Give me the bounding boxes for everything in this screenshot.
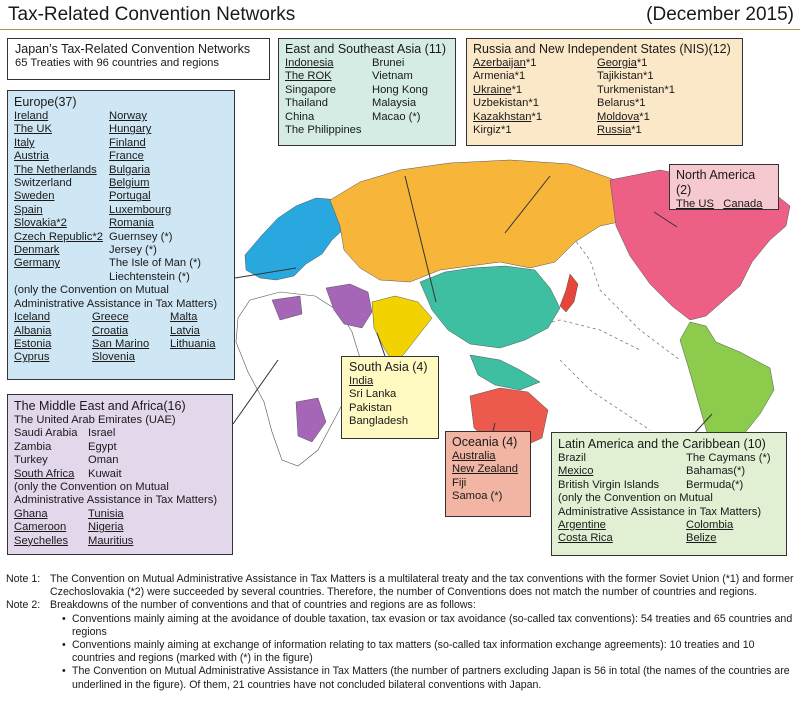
- country-name: [14, 123, 109, 136]
- middle-east-col1: [14, 427, 88, 481]
- country-label: Malaysia: [372, 97, 417, 110]
- country-label: Kazakhstan: [473, 110, 532, 123]
- country-name: [686, 479, 771, 492]
- country-label: Liechtenstein (*): [109, 270, 190, 283]
- country-name: [14, 217, 109, 230]
- country-name: [14, 137, 109, 150]
- country-label: The UK: [14, 123, 52, 136]
- country-name: [473, 57, 597, 70]
- country-uae: The United Arab Emirates (UAE): [14, 414, 176, 426]
- country-name: [686, 465, 771, 478]
- footnote-marker: *1: [528, 97, 539, 110]
- mutual-partner: Colombia: [686, 519, 734, 532]
- country-us: The US: [676, 198, 714, 210]
- country-name: [14, 257, 109, 270]
- country-label: Denmark: [14, 244, 60, 257]
- country-name: [14, 427, 88, 440]
- oceania-list: [452, 450, 524, 504]
- region-east-asia: [420, 266, 560, 348]
- country-label: Bahamas(*): [686, 465, 746, 478]
- country-label: Brunei: [372, 57, 405, 69]
- mutual-partner: Malta: [170, 311, 198, 324]
- note-2-bullet: • Conventions mainly aiming at the avoidance of double taxation, tax evasion or tax avoidance (so-called tax conventions): 54 treaties and 65 countries and regions: [62, 613, 796, 639]
- country-label: Austria: [14, 150, 49, 163]
- country-label: The Isle of Man (*): [109, 257, 202, 270]
- country-name: [372, 97, 428, 110]
- north-america-box: [669, 164, 779, 210]
- country-name: [686, 452, 771, 465]
- country-label: Turkmenistan: [597, 83, 665, 96]
- south-asia-list: [349, 375, 431, 429]
- latin-america-columns: [558, 452, 780, 492]
- oceania-title: Oceania (4): [452, 435, 518, 449]
- footnote-marker: *1: [514, 70, 526, 83]
- note-2-text: Breakdowns of the number of conventions and that of countries and regions are as follows:: [50, 599, 476, 612]
- country-name: [473, 111, 597, 124]
- mutual-row: [14, 351, 228, 364]
- mutual-partner: Latvia: [170, 324, 200, 337]
- country-name: [109, 204, 201, 217]
- mutual-partner: Argentine: [558, 519, 606, 532]
- mutual-row: [558, 532, 780, 545]
- country-name: [88, 468, 122, 481]
- country-name: [109, 110, 201, 123]
- country-label: Kuwait: [88, 467, 122, 480]
- middle-east-columns: [14, 427, 226, 481]
- country-name: [109, 164, 201, 177]
- middle-east-africa-box: [7, 394, 233, 555]
- country-label: Italy: [14, 136, 35, 149]
- country-label: British Virgin Islands: [558, 478, 660, 491]
- mutual-partner: Cyprus: [14, 351, 50, 364]
- country-name: [109, 177, 201, 190]
- country-label: Portugal: [109, 190, 151, 203]
- region-south-asia: [372, 296, 432, 364]
- country-name: [109, 231, 201, 244]
- note-2-bullet: • The Convention on Mutual Administrative Assistance in Tax Matters (the number of partners excluding Japan is 56 in total (the names of the countries are underlined in the figure). Of them, 21 countries have not concluded bilateral conventions with Japan.: [62, 665, 796, 691]
- country-label: Norway: [109, 110, 147, 122]
- country-name: [14, 150, 109, 163]
- footnote-marker: *1: [664, 83, 675, 96]
- footnote-marker: *1: [500, 124, 512, 137]
- europe-col2: [109, 110, 201, 284]
- page-title: Tax-Related Convention Networks: [8, 4, 296, 25]
- country-label: Jersey (*): [109, 244, 157, 257]
- footnote-marker: *1: [511, 83, 523, 96]
- country-name: [452, 463, 524, 476]
- country-label: Brazil: [558, 452, 586, 464]
- country-label: Ukraine: [473, 83, 512, 96]
- country-name: [14, 190, 109, 203]
- country-label: Belgium: [109, 177, 150, 190]
- mutual-partner: Iceland: [14, 311, 51, 324]
- country-name: [88, 441, 122, 454]
- footnote-marker: *1: [639, 110, 650, 123]
- country-name: [109, 271, 201, 284]
- country-name: [597, 124, 675, 137]
- country-name: [109, 217, 201, 230]
- country-name: [88, 427, 122, 440]
- oceania-box: [445, 431, 531, 517]
- europe-col1: [14, 110, 109, 284]
- russia-columns: [473, 57, 736, 137]
- country-name: [597, 70, 675, 83]
- country-name: [372, 70, 428, 83]
- country-label: Vietnam: [372, 70, 413, 83]
- date-label: (December 2015): [646, 4, 794, 25]
- country-label: Zambia: [14, 440, 52, 453]
- latin-america-box: [551, 432, 787, 556]
- mutual-row: [14, 325, 228, 338]
- mutual-partner: Lithuania: [170, 337, 216, 350]
- country-name: [14, 164, 109, 177]
- country-label: Australia: [452, 450, 496, 462]
- country-name: [452, 450, 524, 463]
- country-name: [349, 415, 431, 428]
- country-label: Guernsey (*): [109, 230, 173, 243]
- mutual-row: [14, 311, 228, 324]
- country-name: [14, 231, 109, 244]
- country-label: The ROK: [285, 70, 332, 83]
- country-label: Sri Lanka: [349, 388, 397, 401]
- country-label: New Zealand: [452, 463, 518, 476]
- country-label: Slovakia*2: [14, 217, 67, 230]
- russia-col1: [473, 57, 597, 137]
- east-asia-columns: [285, 57, 449, 137]
- country-name: [285, 57, 372, 70]
- country-name: [473, 97, 597, 110]
- mutual-row: [14, 508, 226, 521]
- country-label: Switzerland: [14, 177, 72, 190]
- note-2-bullet: • Conventions mainly aiming at exchange of information relating to tax matters (so-called tax information exchange agreements): 10 treaties and 10 countries and regions (marked with (*) in the figure): [62, 639, 796, 665]
- footnote-marker: *1: [525, 57, 537, 69]
- country-label: Bulgaria: [109, 163, 151, 176]
- country-label: Pakistan: [349, 401, 392, 414]
- country-label: Hungary: [109, 123, 152, 136]
- mutual-partner: Nigeria: [88, 521, 124, 534]
- mutual-partner: Ghana: [14, 507, 48, 520]
- country-label: Bangladesh: [349, 415, 409, 428]
- footnote-marker: *1: [636, 57, 648, 69]
- country-name: [558, 452, 686, 465]
- europe-columns: [14, 110, 228, 284]
- note-1-label: Note 1:: [6, 573, 41, 585]
- country-name: [285, 97, 372, 110]
- mutual-partner: Tunisia: [88, 507, 124, 520]
- country-name: [473, 84, 597, 97]
- country-label: Kirgiz: [473, 124, 501, 137]
- mutual-partner: Costa Rica: [558, 532, 613, 545]
- country-label: Georgia: [597, 57, 637, 69]
- header: [0, 0, 800, 30]
- country-name: [372, 111, 428, 124]
- country-label: China: [285, 110, 315, 123]
- country-label: Belarus: [597, 97, 635, 110]
- country-label: Saudi Arabia: [14, 427, 78, 440]
- country-label: Czech Republic*2: [14, 230, 103, 243]
- country-name: [285, 84, 372, 97]
- region-japan: [560, 274, 578, 312]
- country-label: Germany: [14, 257, 61, 270]
- latin-america-col1: [558, 452, 686, 492]
- country-name: [473, 124, 597, 137]
- country-name: [349, 375, 431, 388]
- country-label: Hong Kong: [372, 83, 428, 96]
- mutual-row: [14, 338, 228, 351]
- footnote-marker: *1: [531, 110, 543, 123]
- country-label: Azerbaijan: [473, 57, 526, 69]
- middle-east-mutual-grid: [14, 508, 226, 548]
- mutual-partner: Albania: [14, 324, 52, 337]
- country-name: [473, 70, 597, 83]
- country-label: Luxembourg: [109, 203, 172, 216]
- country-name: [88, 454, 122, 467]
- south-asia-box: [341, 356, 439, 439]
- mutual-partner: Mauritius: [88, 534, 134, 547]
- latin-america-mutual-note: (only the Convention on Mutual Administrative Assistance in Tax Matters): [558, 492, 762, 518]
- country-name: [109, 257, 201, 270]
- country-name: [597, 97, 675, 110]
- mutual-row: [14, 521, 226, 534]
- country-label: Singapore: [285, 83, 337, 96]
- europe-mutual-grid: [14, 311, 228, 365]
- country-name: [285, 111, 372, 124]
- country-name: [109, 123, 201, 136]
- country-name: [597, 111, 675, 124]
- note-1: [6, 573, 796, 599]
- country-name: [558, 479, 686, 492]
- country-label: Russia: [597, 124, 632, 137]
- footnote-marker: *1: [643, 70, 654, 83]
- country-name: [597, 84, 675, 97]
- country-label: Sweden: [14, 190, 55, 203]
- country-label: Finland: [109, 136, 146, 149]
- country-name: [558, 465, 686, 478]
- country-label: France: [109, 150, 144, 163]
- mutual-partner: Seychelles: [14, 534, 69, 547]
- country-label: Uzbekistan: [473, 97, 529, 110]
- russia-title: Russia and New Independent States (NIS)(12): [473, 42, 731, 56]
- region-southeast-asia: [470, 355, 540, 390]
- latin-america-title: Latin America and the Caribbean (10): [558, 437, 766, 451]
- japan-summary-box: [7, 38, 270, 80]
- country-label: Ireland: [14, 110, 49, 122]
- europe-title: Europe(37): [14, 95, 77, 109]
- country-label: The Philippines: [285, 124, 362, 137]
- mutual-partner: Belize: [686, 532, 717, 545]
- country-name: [109, 150, 201, 163]
- country-label: South Africa: [14, 467, 75, 480]
- north-america-title: North America (2): [676, 168, 756, 197]
- country-label: Oman: [88, 454, 119, 467]
- country-label: Armenia: [473, 70, 515, 83]
- country-label: Bermuda(*): [686, 478, 744, 491]
- mutual-partner: Slovenia: [92, 351, 135, 364]
- middle-east-col2: [88, 427, 122, 481]
- country-name: [14, 204, 109, 217]
- middle-east-mutual-note: (only the Convention on Mutual Administrative Assistance in Tax Matters): [14, 481, 218, 507]
- country-name: [14, 468, 88, 481]
- footnote-marker: *1: [631, 124, 642, 137]
- country-name: [14, 441, 88, 454]
- footnote-marker: *1: [634, 97, 646, 110]
- japan-title: Japan’s Tax-Related Convention Networks: [15, 42, 251, 56]
- japan-subtitle: 65 Treaties with 96 countries and regions: [15, 57, 219, 69]
- latin-america-col2: [686, 452, 771, 492]
- latin-america-mutual-grid: [558, 519, 780, 546]
- country-label: Samoa (*): [452, 490, 503, 503]
- south-asia-title: South Asia (4): [349, 360, 428, 374]
- country-name: [14, 454, 88, 467]
- country-name: [372, 57, 428, 70]
- mutual-partner: Estonia: [14, 337, 52, 350]
- country-label: Tajikistan: [597, 70, 644, 83]
- country-label: India: [349, 375, 374, 387]
- country-name: [349, 388, 431, 401]
- country-name: [372, 84, 428, 97]
- note-1-text: The Convention on Mutual Administrative Assistance in Tax Matters is a multilateral treaty and the tax conventions with the former Soviet Union (*1) and former Czechoslovakia (*2) were succeeded by several countries. Therefore, the number of Conventions does not match the number of countries and regions.: [50, 573, 794, 599]
- region-russia-nis: [330, 160, 640, 282]
- country-label: Turkey: [14, 454, 48, 467]
- country-label: The Caymans (*): [686, 452, 771, 464]
- country-label: Macao (*): [372, 110, 421, 123]
- mutual-partner: San Marino: [92, 337, 150, 350]
- country-label: The Netherlands: [14, 163, 97, 176]
- east-asia-col1: [285, 57, 372, 137]
- europe-mutual-note: (only the Convention on Mutual Administrative Assistance in Tax Matters): [14, 284, 218, 310]
- country-label: Thailand: [285, 97, 328, 110]
- country-name: [452, 477, 524, 490]
- country-name: [109, 137, 201, 150]
- country-name: [452, 490, 524, 503]
- note-2: [6, 599, 796, 612]
- country-label: Spain: [14, 203, 43, 216]
- country-name: [109, 190, 201, 203]
- country-label: Mexico: [558, 465, 594, 478]
- middle-east-title: The Middle East and Africa(16): [14, 399, 186, 413]
- mutual-partner: Cameroon: [14, 521, 67, 534]
- russia-nis-box: [466, 38, 743, 146]
- east-asia-col2: [372, 57, 428, 137]
- country-label: Egypt: [88, 440, 117, 453]
- mutual-partner: Greece: [92, 311, 129, 324]
- country-label: Romania: [109, 217, 154, 230]
- country-label: Moldova: [597, 110, 640, 123]
- east-asia-title: East and Southeast Asia (11): [285, 42, 446, 56]
- country-label: Indonesia: [285, 57, 334, 69]
- country-name: [285, 70, 372, 83]
- mutual-partner: [170, 351, 248, 364]
- note-2-label: Note 2:: [6, 599, 41, 612]
- country-name: [285, 124, 372, 137]
- europe-box: [7, 90, 235, 380]
- mutual-row: [558, 519, 780, 532]
- country-name: [597, 57, 675, 70]
- mutual-row: [14, 535, 226, 548]
- russia-col2: [597, 57, 675, 137]
- country-name: [14, 244, 109, 257]
- country-name: [14, 177, 109, 190]
- country-name: [109, 244, 201, 257]
- notes-section: [6, 573, 796, 692]
- country-label: Fiji: [452, 476, 467, 489]
- country-canada: Canada: [723, 198, 763, 210]
- country-name: [349, 402, 431, 415]
- east-asia-box: [278, 38, 456, 146]
- mutual-partner: Croatia: [92, 324, 129, 337]
- country-label: Israel: [88, 427, 116, 440]
- country-name: [14, 110, 109, 123]
